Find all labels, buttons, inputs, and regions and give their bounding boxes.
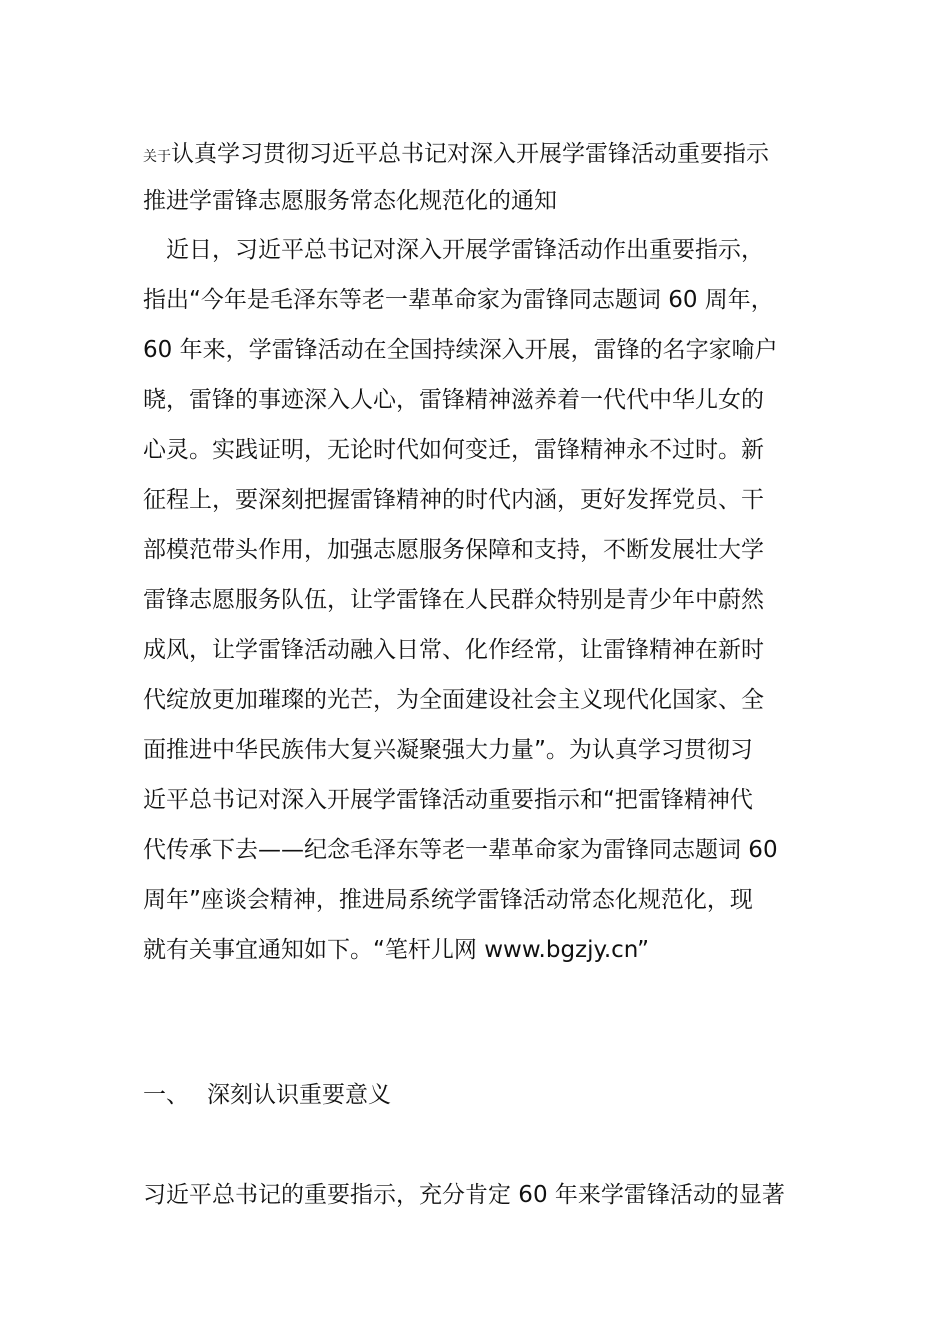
title-line-1 — [143, 132, 823, 179]
paragraph-line: 雷锋志愿服务队伍，让学雷锋在人民群众特别是青少年中蔚然 — [143, 587, 764, 613]
paragraph-line: 代绽放更加璀璨的光芒，为全面建设社会主义现代化国家、全 — [143, 687, 764, 713]
paragraph-line: 晓，雷锋的事迹深入人心，雷锋精神滋养着一代代中华儿女的 — [143, 387, 764, 413]
section-title: 深刻认识重要意义 — [207, 1082, 391, 1108]
document-title — [143, 132, 823, 223]
paragraph-1 — [143, 225, 809, 975]
paragraph-line: 近日，习近平总书记对深入开展学雷锋活动作出重要指示， — [143, 237, 764, 263]
paragraph-line: 成风，让学雷锋活动融入日常、化作经常，让雷锋精神在新时 — [143, 637, 764, 663]
paragraph-line: 代传承下去——纪念毛泽东等老一辈革命家为雷锋同志题词 60 — [143, 837, 778, 863]
paragraph-line: 就有关事宜通知如下。“笔杆儿网 www.bgzjy.cn” — [143, 937, 650, 963]
section-number: 一、 — [143, 1082, 189, 1108]
paragraph-line: 征程上，要深刻把握雷锋精神的时代内涵，更好发挥党员、干 — [143, 487, 764, 513]
title-prefix: 关于 — [143, 149, 171, 165]
paragraph-line: 近平总书记对深入开展学雷锋活动重要指示和“把雷锋精神代 — [143, 787, 753, 813]
title-line-2: 推进学雷锋志愿服务常态化规范化的通知 — [143, 188, 557, 214]
section-heading-1 — [143, 1070, 391, 1120]
paragraph-line: 习近平总书记的重要指示，充分肯定 60 年来学雷锋活动的显著 — [143, 1182, 785, 1208]
paragraph-line: 面推进中华民族伟大复兴凝聚强大力量”。为认真学习贯彻习 — [143, 737, 753, 763]
paragraph-line: 周年”座谈会精神，推进局系统学雷锋活动常态化规范化，现 — [143, 887, 753, 913]
paragraph-line: 部模范带头作用，加强志愿服务保障和支持，不断发展壮大学 — [143, 537, 764, 563]
paragraph-2 — [143, 1170, 823, 1220]
title-line-1-text: 认真学习贯彻习近平总书记对深入开展学雷锋活动重要指示 — [171, 141, 769, 167]
paragraph-line: 60 年来，学雷锋活动在全国持续深入开展，雷锋的名字家喻户 — [143, 337, 778, 363]
paragraph-line: 指出“今年是毛泽东等老一辈革命家为雷锋同志题词 60 周年， — [143, 287, 774, 313]
paragraph-line: 心灵。实践证明，无论时代如何变迁，雷锋精神永不过时。新 — [143, 437, 764, 463]
